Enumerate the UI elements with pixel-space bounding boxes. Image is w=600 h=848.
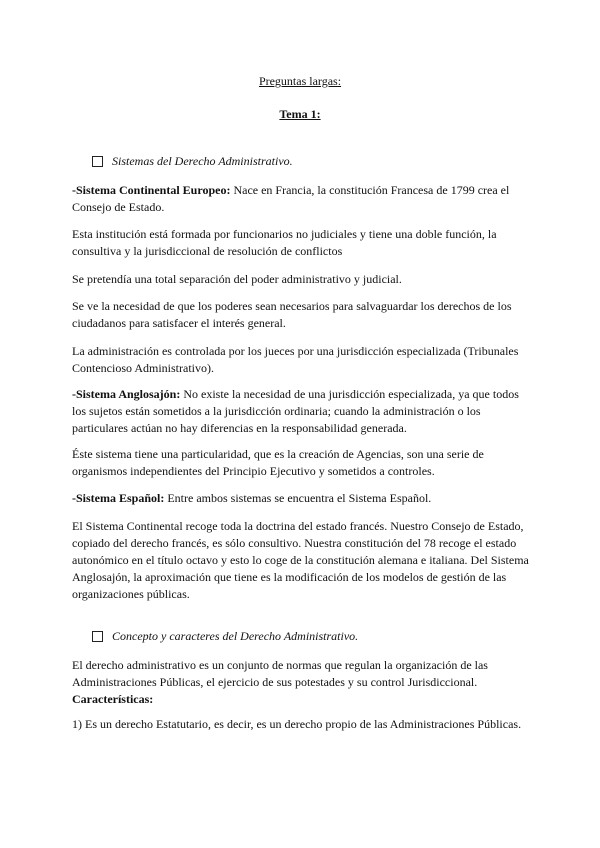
paragraph: [72, 490, 532, 507]
bold-term: -Sistema Continental Europeo:: [72, 183, 231, 197]
paragraph: Se ve la necesidad de que los poderes sean necesarios para salvaguardar los derechos de los ciudadanos para satisfacer el interés general.: [72, 299, 512, 330]
topic-title: Tema 1:: [279, 107, 321, 121]
paragraph-text: No existe la necesidad de una jurisdicción especializada, ya que todos los sujetos están sometidos a la jurisdicción ordinaria; cuando la administración o los particulares actúan no hay diferencias en la responsabilidad generada.: [72, 387, 519, 435]
section-title: Sistemas del Derecho Administrativo.: [112, 154, 293, 168]
section-heading-concepto: [92, 628, 358, 644]
page-subtitle: Preguntas largas:: [258, 74, 342, 88]
page-title: [0, 106, 600, 123]
list-item: 1) Es un derecho Estatutario, es decir, es un derecho propio de las Administraciones Públicas.: [72, 717, 522, 731]
paragraph: [72, 386, 532, 437]
paragraph: La administración es controlada por los jueces por una jurisdicción especializada (Tribunales Contencioso Administrativo).: [72, 344, 519, 375]
paragraph: [72, 182, 532, 216]
bold-term: -Sistema Anglosajón:: [72, 387, 181, 401]
paragraph: [72, 657, 532, 708]
checkbox-icon: [92, 631, 103, 642]
paragraph: Se pretendía una total separación del poder administrativo y judicial.: [72, 272, 402, 286]
caracteristicas-label: Características:: [72, 692, 154, 706]
section-title: Concepto y caracteres del Derecho Administrativo.: [112, 629, 359, 643]
paragraph: Esta institución está formada por funcionarios no judiciales y tiene una doble función, la consultiva y la jurisdiccional de resolución de conflictos: [72, 227, 497, 258]
section-heading-sistemas: [92, 153, 293, 169]
paragraph-text: Entre ambos sistemas se encuentra el Sistema Español.: [164, 491, 432, 505]
bold-term: -Sistema Español:: [72, 491, 165, 505]
paragraph: Éste sistema tiene una particularidad, que es la creación de Agencias, son una serie de organismos independientes del Principio Ejecutivo y sometidos a controles.: [72, 447, 484, 478]
paragraph-text: El derecho administrativo es un conjunto de normas que regulan la organización de las Administraciones Públicas, el ejercicio de sus potestades y su control Jurisdiccional.: [72, 658, 488, 689]
paragraph-text: Nace en Francia, la constitución Francesa de 1799 crea el Consejo de Estado.: [72, 183, 510, 214]
paragraph: El Sistema Continental recoge toda la doctrina del estado francés. Nuestro Consejo de Estado, copiado del derecho francés, es sólo consultivo. Nuestra constitución del 78 recoge el estado autonómico en el título octavo y esto lo coge de la constitución alemana e italiana. Del Sistema Anglosajón, la aproximación que tiene es la modificación de los modelos de gestión de las organizaciones públicas.: [72, 519, 529, 601]
checkbox-icon: [92, 156, 103, 167]
